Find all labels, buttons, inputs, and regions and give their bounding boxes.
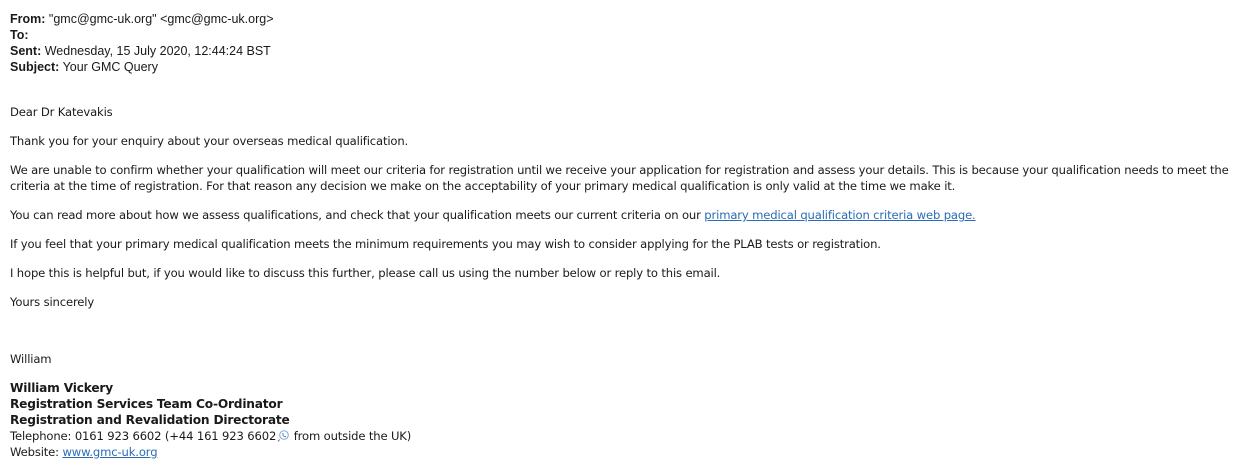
to-label: To:: [10, 28, 29, 42]
from-label: From:: [10, 12, 46, 26]
telephone-prefix: Telephone: 0161 923 6602 (+44 161 923 6602: [10, 429, 277, 443]
paragraph-2: [10, 162, 1229, 194]
telephone-suffix: from outside the UK): [290, 429, 412, 443]
sent-line: [10, 43, 274, 59]
telephone-line: [10, 428, 411, 444]
sent-value: Wednesday, 15 July 2020, 12:44:24 BST: [44, 44, 271, 58]
criteria-web-page-link[interactable]: primary medical qualification criteria web page.: [704, 208, 976, 222]
paragraph-1: Thank you for your enquiry about your overseas medical qualification.: [10, 134, 409, 148]
signature-department: Registration and Revalidation Directorate: [10, 413, 290, 427]
signature-name: William Vickery: [10, 381, 113, 395]
paragraph-4: If you feel that your primary medical qualification meets the minimum requirements you may wish to consider applying for the PLAB tests or registration.: [10, 237, 881, 251]
from-line: [10, 11, 274, 27]
signature-title: Registration Services Team Co-Ordinator: [10, 397, 283, 411]
subject-label: Subject:: [10, 60, 60, 74]
paragraph-3-text: You can read more about how we assess qualifications, and check that your qualification meets our current criteria on our: [10, 208, 705, 222]
website-link[interactable]: www.gmc-uk.org: [62, 445, 158, 459]
paragraph-5: I hope this is helpful but, if you would like to discuss this further, please call us using the number below or reply to this email.: [10, 266, 721, 280]
greeting: Dear Dr Katevakis: [10, 105, 113, 119]
paragraph-2-line-2: criteria at the time of registration. For that reason any decision we make on the acceptability of your primary medical qualification is only valid at the time we make it.: [10, 179, 956, 193]
website-label: Website:: [10, 445, 63, 459]
paragraph-2-line-1: We are unable to confirm whether your qualification will meet our criteria for registration until we receive your application for registration and assess your details. This is because your qualification needs to meet the: [10, 163, 1229, 177]
email-header: [10, 11, 274, 75]
from-value: "gmc@gmc-uk.org" <gmc@gmc-uk.org>: [48, 12, 274, 26]
website-line: [10, 444, 411, 460]
subject-line: [10, 59, 274, 75]
sent-label: Sent:: [10, 44, 42, 58]
closing: Yours sincerely: [10, 295, 95, 309]
signature-block: [10, 380, 411, 460]
sign-name: William: [10, 352, 52, 366]
subject-value: Your GMC Query: [62, 60, 158, 74]
phone-icon[interactable]: [277, 430, 289, 442]
paragraph-3: [10, 207, 976, 223]
to-line: [10, 27, 274, 43]
